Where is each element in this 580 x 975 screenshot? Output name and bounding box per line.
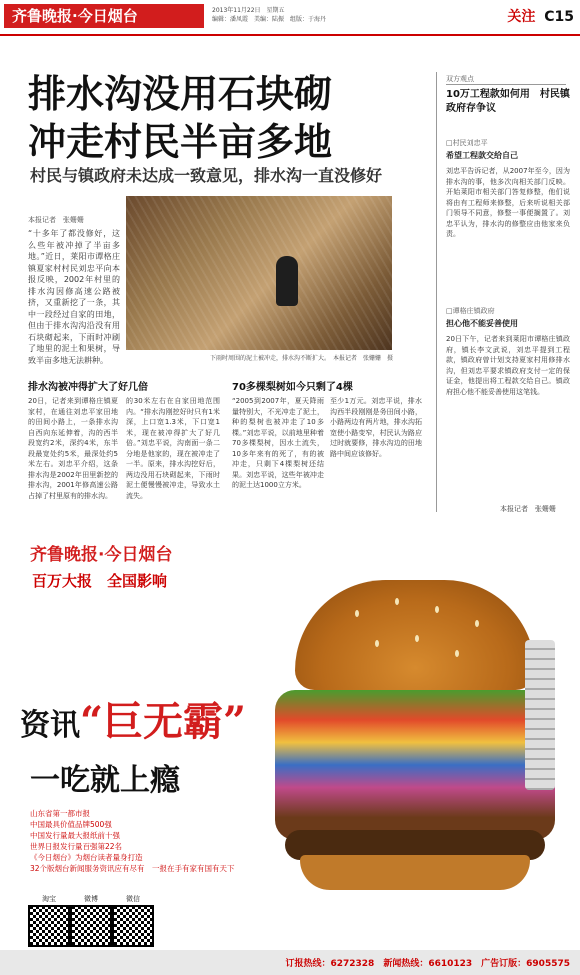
photo-caption: 下雨时周围的泥土被冲走，排水沟不断扩大。 本报记者 张姗姗 摄 <box>210 355 394 362</box>
qr-code-taobao[interactable] <box>28 905 70 947</box>
sidebar-sub1-title: 希望工程款交给自己 <box>446 151 518 160</box>
ad-feature-item: 《今日烟台》为烟台读者量身打造 <box>30 853 143 862</box>
burger-filling <box>275 690 555 840</box>
sesame-seed <box>475 620 479 627</box>
ad-slogan: 百万大报 全国影响 <box>32 572 168 590</box>
section-label: 关注 <box>507 9 536 25</box>
column-2-text: 的30米左右在自家田地范围内。“排水沟刚挖好时只有1米深，上口宽1.3米，下口宽1米，现在被冲得扩大了好几倍。”刘忠平说，沟南面一条二分地是他家的，现在被冲走了一半。原来，排水沟挖好后，两边没用石块砌起来，下雨时泥土便慢慢被冲走，导致水土流失。 <box>126 397 220 500</box>
sidebar-sub2-text: 20日下午，记者来到莱阳市谭格庄镇政府，镇长李文武说，刘忠平提到工程款，镇政府曾计划支持夏家村用修排水沟，但刘忠平要求镇政府支付一定的保证金，他提出将工程款交给自己。镇政府担心他不能妥善使用这笔钱。 <box>446 335 570 396</box>
ad-headline-1-red: “巨无霸” <box>80 698 247 745</box>
sidebar-divider <box>436 72 437 512</box>
burger-bottom-bun <box>300 855 530 890</box>
page-number: C15 <box>544 9 574 25</box>
sidebar-title: 10万工程款如何用 村民镇政府存争议 <box>446 89 570 114</box>
ad-feature-list <box>30 808 235 874</box>
sidebar-end-byline: 本报记者 张姗姗 <box>500 505 556 513</box>
headline-line-1: 排水沟没用石块砌 <box>28 71 333 116</box>
column-3-heading: 70多棵梨树如今只剩了4棵 <box>232 382 353 393</box>
qr-code-weibo[interactable] <box>70 905 112 947</box>
column-1-text: 20日，记者来到谭格庄镇夏家村，在通往刘忠平家田地的田间小路上，一条排水沟自西向东延伸着，沟的西半段宽约2米，深约4米，东半段最宽处约5米，最深处约5米左右。刘忠平介绍，这条排水沟是2002年田里新挖的排水沟，2001年修高速公路占掉了村里原有的排水沟。 <box>28 397 118 500</box>
ad-feature-item: 32个版烟台新闻服务资讯应有尽有 一报在手有家有国有天下 <box>30 864 235 873</box>
ad-headline-2: 一吃就上瘾 <box>30 763 180 798</box>
qr-label-taobao: 淘宝 <box>42 895 56 903</box>
tower-illustration <box>525 640 555 790</box>
footer-hotlines: 订报热线：6272328 新闻热线：6610123 广告订版：6905575 <box>285 959 570 969</box>
ad-logo: 齐鲁晚报·今日烟台 <box>30 545 173 565</box>
sidebar-sub2-title: 担心他不能妥善使用 <box>446 319 518 328</box>
qr-label-weibo: 微博 <box>84 895 98 903</box>
burger-top-bun <box>295 580 535 690</box>
sidebar-sub1-label: □村民刘忠平 <box>446 139 488 147</box>
subheadline: 村民与镇政府未达成一致意见，排水沟一直没修好 <box>30 166 383 185</box>
header-editor: 编辑：潘凤霞 美编：陆振 组版：于海丹 <box>212 16 327 23</box>
sesame-seed <box>455 650 459 657</box>
ad-feature-item: 山东省第一都市报 <box>30 809 90 818</box>
column-1-heading: 排水沟被冲得扩大了好几倍 <box>28 382 148 393</box>
ad-feature-item: 世界日报发行量百强第22名 <box>30 842 123 851</box>
article-photo <box>126 196 392 350</box>
header-meta <box>212 6 326 24</box>
headline-line-2: 冲走村民半亩多地 <box>28 119 333 164</box>
ad-headline-1 <box>20 690 246 747</box>
sidebar-kicker: 双方观点 <box>446 74 566 85</box>
ad-headline-1-pre: 资讯 <box>20 708 80 743</box>
sesame-seed <box>435 606 439 613</box>
sesame-seed <box>395 598 399 605</box>
header-date: 2013年11月22日 星期五 <box>212 7 285 14</box>
qr-code-wechat[interactable] <box>112 905 154 947</box>
sidebar-sub2-label: □谭格庄镇政府 <box>446 307 495 315</box>
page-header <box>0 0 580 36</box>
photo-person <box>276 256 298 306</box>
photo-texture <box>126 196 392 350</box>
header-rule <box>0 34 580 36</box>
sesame-seed <box>415 635 419 642</box>
sidebar-sub1-text: 刘忠平告诉记者，从2007年至今，因为排水沟的事，他多次向相关部门反映。开始莱阳市相关部门答复修整，他们说将由有工程师来修整，后来听说相关部门领导不同意，修整一事便搁置了。刘忠平认为，排水沟的修整应由他家来负责。 <box>446 167 570 238</box>
sesame-seed <box>375 640 379 647</box>
paper-logo: 齐鲁晚报·今日烟台 <box>4 4 204 28</box>
ad-feature-item: 中国最具价值品牌500强 <box>30 820 112 829</box>
headline <box>28 70 332 166</box>
byline: 本报记者 张姗姗 <box>28 216 84 224</box>
sesame-seed <box>355 610 359 617</box>
section-page <box>507 6 574 26</box>
qr-label-wechat: 微信 <box>126 895 140 903</box>
burger-illustration <box>255 560 565 900</box>
column-4-text: 至少1万元。刘忠平说，排水沟西半段刚刚是务田间小路，小路两边有两片地，排水沟拓宽使小路变窄，村民认为路应过时就要修，排水沟边的田地路中间应该修好。 <box>330 397 422 458</box>
column-3-text: “2005到2007年，夏天降雨量特别大，不光冲走了泥土，种的梨树也被冲走了10多棵。”刘忠平说，以前地里种着70多棵梨树，因水土流失，10多年来有的死了，有的被冲走，只剩下4棵梨树还结果。刘忠平说，这些年被冲走的泥土达1000立方米。 <box>232 397 324 489</box>
lead-paragraph: “十多年了都没修好，这么些年被冲掉了半亩多地。”近日，莱阳市谭格庄镇夏家村村民刘忠平向本报反映，2002年村里的排水沟因修高速公路被挤，又重新挖了一条，其中一段经过自家的田地，但由于排水沟沟沿没有用石块砌起来，下雨时冲刷了地里的泥土和果树，导致半亩多地无法耕种。 <box>28 229 120 365</box>
ad-feature-item: 中国发行量最大报纸前十强 <box>30 831 120 840</box>
